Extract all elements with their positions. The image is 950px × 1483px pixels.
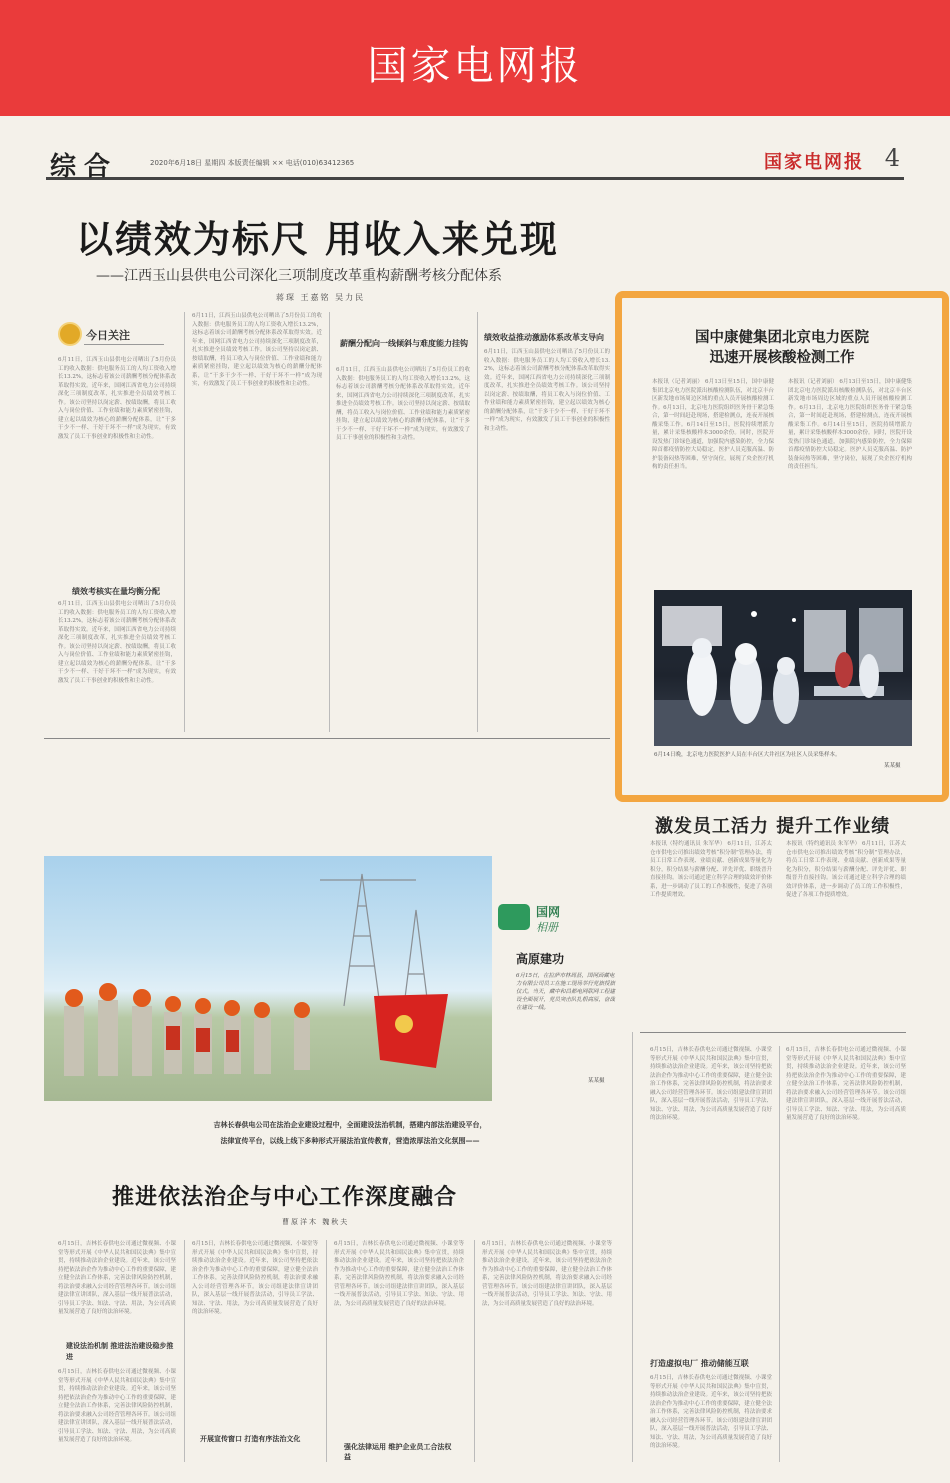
lead-column-2: 6月11日，江西玉山县供电公司晒出了5月份员工的收入数据：供电服务员工的人均工资收入增长13.2%，这标志着该公司薪酬考核分配体系改革取得实效。近年来，国网江西省电力公司持续深化三项制度改革，扎实推进全员绩效考核工作。该公司坚持以岗定薪、按绩取酬，将员工收入与岗位价值、工作业绩和能力素质紧密挂钩，建立起以绩效为核心的薪酬分配体系，让“干多干少不一样、干好干坏不一样”成为现实，有效激发了员工干事创业的积极性和主动性。 <box>192 313 322 387</box>
lower-right-column-2: 6月15日，吉林长春供电公司通过微视频、小课堂等形式开展《中华人民共和国民法典》集中宣贯，持续推动法治企业建设。近年来，该公司坚持把依法治企作为推动中心工作的重要保障，建立健全法治工作体系，完善法律风险防控机制，将法治要求融入公司经营管理各环节。该公司组建法律宣讲团队，深入基层一线开展普法活动，引导员工学法、知法、守法、用法，为公司高质量发展营造了良好的法治环境。 <box>786 1047 906 1121</box>
highlight-photo-credit: 某某摄 <box>884 763 901 769</box>
camera-icon <box>498 904 530 930</box>
highlight-column-2: 本报讯（记者刘丽） 6月13日至15日，国中康健集团北京电力医院派出核酸检测队伍，对北京丰台区新发地市场周边区域的重点人员开展核酸检测工作。6月13日，北京电力医院组织医务骨干紧急集合，第一时间赶赴现场，搭建检测点，连夜开展核酸采集工作。6月14日至15日，医院持续增派力量，累计采集核酸样本3000余份。同时，医院开设发热门诊绿色通道，加强院内感染防控，全力保障首都疫情防控大局稳定。医护人员克服高温、防护装备闷热等困难，坚守岗位，展现了央企医疗机构的责任担当。 <box>788 379 912 470</box>
section-divider <box>44 738 610 739</box>
second-column-1b: 6月15日，吉林长春供电公司通过微视频、小课堂等形式开展《中华人民共和国民法典》集中宣贯，持续推动法治企业建设。近年来，该公司坚持把依法治企作为推动中心工作的重要保障，建立健全法治工作体系，完善法律风险防控机制，将法治要求融入公司经营管理各环节。该公司组建法律宣讲团队，深入基层一线开展普法活动，引导员工学法、知法、守法、用法，为公司高质量发展营造了良好的法治环境。 <box>58 1369 176 1443</box>
second-column-1: 6月15日，吉林长春供电公司通过微视频、小课堂等形式开展《中华人民共和国民法典》集中宣贯，持续推动法治企业建设。近年来，该公司坚持把依法治企作为推动中心工作的重要保障，建立健全法治工作体系，完善法律风险防控机制，将法治要求融入公司经营管理各环节。该公司组建法律宣讲团队，深入基层一线开展普法活动，引导员工学法、知法、守法、用法，为公司高质量发展营造了良好的法治环境。 <box>58 1241 176 1315</box>
second-subhead-1: 建设法治机制 推进法治建设稳步推进 <box>66 1341 174 1361</box>
testing-site-photo <box>654 590 912 746</box>
mid-column-1: 本报讯（特约通讯员 朱军华） 6月11日，江苏太仓市供电公司推出绩效考核“积分制”管理办法，将员工日常工作表现、业绩贡献、创新成果等量化为积分，积分结果与薪酬分配、评先评优、职级晋升直接挂钩。该公司通过建立科学合理的绩效评价体系，进一步调动了员工的工作积极性，促进了各项工作提质增效。 <box>650 841 772 898</box>
second-lead-line2: 法律宣传平台，以线上线下多种形式开展法治宣传教育，营造浓厚法治文化氛围—— <box>220 1136 480 1145</box>
album-title: 高原建功 <box>516 952 565 966</box>
section-divider <box>640 1032 906 1033</box>
app-title: 国家电网报 <box>367 43 583 89</box>
app-header <box>0 0 950 116</box>
testing-site-illustration <box>654 590 912 746</box>
second-subhead-2: 开展宣传窗口 打造有序法治文化 <box>200 1434 301 1443</box>
column-divider <box>632 1032 633 1462</box>
lead-column-1: 6月11日，江西玉山县供电公司晒出了5月份员工的收入数据：供电服务员工的人均工资收入增长13.2%，这标志着该公司薪酬考核分配体系改革取得实效。近年来，国网江西省电力公司持续深化三项制度改革，扎实推进全员绩效考核工作。该公司坚持以岗定薪、按绩取酬，将员工收入与岗位价值、工作业绩和能力素质紧密挂钩，建立起以绩效为核心的薪酬分配体系，让“干多干少不一样、干好干坏不一样”成为现实，有效激发了员工干事创业的积极性和主动性。 <box>58 357 176 440</box>
highlight-column-1: 本报讯（记者刘丽） 6月13日至15日，国中康健集团北京电力医院派出核酸检测队伍，对北京丰台区新发地市场周边区域的重点人员开展核酸检测工作。6月13日，北京电力医院组织医务骨干紧急集合，第一时间赶赴现场，搭建检测点，连夜开展核酸采集工作。6月14日至15日，医院持续增派力量，累计采集核酸样本3000余份。同时，医院开设发热门诊绿色通道，加强院内感染防控，全力保障首都疫情防控大局稳定。医护人员克服高温、防护装备闷热等困难，坚守岗位，展现了央企医疗机构的责任担当。 <box>652 379 774 470</box>
today-focus-icon <box>58 322 82 346</box>
lead-column-4: 6月11日，江西玉山县供电公司晒出了5月份员工的收入数据：供电服务员工的人均工资收入增长13.2%，这标志着该公司薪酬考核分配体系改革取得实效。近年来，国网江西省电力公司持续深化三项制度改革，扎实推进全员绩效考核工作。该公司坚持以岗定薪、按绩取酬，将员工收入与岗位价值、工作业绩和能力素质紧密挂钩，建立起以绩效为核心的薪酬分配体系，让“干多干少不一样、干好干坏不一样”成为现实，有效激发了员工干事创业的积极性和主动性。 <box>484 349 610 432</box>
lead-subhead-3: 绩效收益推动激励体系改革支导向 <box>484 332 604 342</box>
album-label-top: 国网 <box>536 905 561 919</box>
lead-byline: 蒋琛 王嘉铭 吴力民 <box>276 293 366 302</box>
column-divider <box>329 312 330 732</box>
page-header <box>46 146 904 180</box>
party-flag-photo[interactable] <box>44 856 492 1101</box>
lower-right-column-1b: 6月15日，吉林长春供电公司通过微视频、小课堂等形式开展《中华人民共和国民法典》集中宣贯，持续推动法治企业建设。近年来，该公司坚持把依法治企作为推动中心工作的重要保障，建立健全法治工作体系，完善法律风险防控机制，将法治要求融入公司经营管理各环节。该公司组建法律宣讲团队，深入基层一线开展普法活动，引导员工学法、知法、守法、用法，为公司高质量发展营造了良好的法治环境。 <box>650 1375 772 1449</box>
masthead-logo: 国家电网报 <box>764 152 864 173</box>
second-subhead-4: 强化法律运用 维护企业员工合法权益 <box>344 1442 452 1461</box>
newspaper-page[interactable] <box>0 116 950 1483</box>
lead-headline[interactable]: 以绩效为标尺 用收入来兑现 <box>76 218 559 261</box>
second-column-3: 6月15日，吉林长春供电公司通过微视频、小课堂等形式开展《中华人民共和国民法典》集中宣贯，持续推动法治企业建设。近年来，该公司坚持把依法治企作为推动中心工作的重要保障，建立健全法治工作体系，完善法律风险防控机制，将法治要求融入公司经营管理各环节。该公司组建法律宣讲团队，深入基层一线开展普法活动，引导员工学法、知法、守法、用法，为公司高质量发展营造了良好的法治环境。 <box>334 1241 464 1307</box>
section-name: 综合 <box>50 152 119 182</box>
lead-subhead-1: 绩效考核实在量均衡分配 <box>72 586 160 596</box>
lead-column-1b: 6月11日，江西玉山县供电公司晒出了5月份员工的收入数据：供电服务员工的人均工资收入增长13.2%，这标志着该公司薪酬考核分配体系改革取得实效。近年来，国网江西省电力公司持续深化三项制度改革，扎实推进全员绩效考核工作。该公司坚持以岗定薪、按绩取酬，将员工收入与岗位价值、工作业绩和能力素质紧密挂钩，建立起以绩效为核心的薪酬分配体系，让“干多干少不一样、干好干坏不一样”成为现实，有效激发了员工干事创业的积极性和主动性。 <box>58 601 176 684</box>
album-photo-credit: 某某摄 <box>588 1078 605 1084</box>
lower-right-subhead: 打造虚拟电厂 推动储能互联 <box>650 1358 749 1368</box>
mid-column-2: 本报讯（特约通讯员 朱军华） 6月11日，江苏太仓市供电公司推出绩效考核“积分制”管理办法，将员工日常工作表现、业绩贡献、创新成果等量化为积分，积分结果与薪酬分配、评先评优、职级晋升直接挂钩。该公司通过建立科学合理的绩效评价体系，进一步调动了员工的工作积极性，促进了各项工作提质增效。 <box>786 841 906 898</box>
column-divider <box>477 312 478 732</box>
lead-subhead: ——江西玉山县供电公司深化三项制度改革重构薪酬考核分配体系 <box>96 268 502 284</box>
today-focus-label: 今日关注 <box>86 329 130 342</box>
album-caption: 6月15日，在拉萨市林周县，国网西藏电力有限公司员工在施工现场举行党旗授旗仪式。当天，藏中和昌都电网联网工程建设全面展开，党员突击队扎根高原，奋战在建设一线。 <box>516 973 616 1011</box>
second-lead-line1: 吉林长春供电公司在法治企业建设过程中，全面建设法治机制，搭建内部法治建设平台， <box>213 1120 487 1129</box>
column-divider <box>184 1240 185 1462</box>
highlighted-article[interactable] <box>615 291 949 802</box>
second-headline[interactable]: 推进依法治企与中心工作深度融合 <box>112 1184 458 1210</box>
lower-right-column-1: 6月15日，吉林长春供电公司通过微视频、小课堂等形式开展《中华人民共和国民法典》集中宣贯，持续推动法治企业建设。近年来，该公司坚持把依法治企作为推动中心工作的重要保障，建立健全法治工作体系，完善法律风险防控机制，将法治要求融入公司经营管理各环节。该公司组建法律宣讲团队，深入基层一线开展普法活动，引导员工学法、知法、守法、用法，为公司高质量发展营造了良好的法治环境。 <box>650 1047 772 1121</box>
column-divider <box>326 1240 327 1462</box>
mid-headline[interactable]: 激发员工活力 提升工作业绩 <box>655 816 891 837</box>
second-byline: 曹原洋木 魏秋夫 <box>282 1218 350 1226</box>
worksite-illustration <box>44 856 492 1101</box>
second-column-2: 6月15日，吉林长春供电公司通过微视频、小课堂等形式开展《中华人民共和国民法典》集中宣贯，持续推动法治企业建设。近年来，该公司坚持把依法治企作为推动中心工作的重要保障，建立健全法治工作体系，完善法律风险防控机制，将法治要求融入公司经营管理各环节。该公司组建法律宣讲团队，深入基层一线开展普法活动，引导员工学法、知法、守法、用法，为公司高质量发展营造了良好的法治环境。 <box>192 1241 318 1315</box>
tag-underline <box>84 344 164 345</box>
highlight-title-line2: 迅速开展核酸检测工作 <box>709 349 855 366</box>
column-divider <box>779 1046 780 1462</box>
column-divider <box>474 1240 475 1462</box>
highlight-photo-caption: 6月14日晚，北京电力医院医护人员在丰台区大井社区为社区人员采集样本。 <box>654 752 841 758</box>
issue-line: 2020年6月18日 星期四 本版责任编辑 ×× 电话(010)63412365 <box>150 159 355 167</box>
column-divider <box>184 312 185 732</box>
lead-column-3: 6月11日，江西玉山县供电公司晒出了5月份员工的收入数据：供电服务员工的人均工资收入增长13.2%，这标志着该公司薪酬考核分配体系改革取得实效。近年来，国网江西省电力公司持续深化三项制度改革，扎实推进全员绩效考核工作。该公司坚持以岗定薪、按绩取酬，将员工收入与岗位价值、工作业绩和能力素质紧密挂钩，建立起以绩效为核心的薪酬分配体系，让“干多干少不一样、干好干坏不一样”成为现实，有效激发了员工干事创业的积极性和主动性。 <box>336 367 470 441</box>
second-column-4: 6月15日，吉林长春供电公司通过微视频、小课堂等形式开展《中华人民共和国民法典》集中宣贯，持续推动法治企业建设。近年来，该公司坚持把依法治企作为推动中心工作的重要保障，建立健全法治工作体系，完善法律风险防控机制，将法治要求融入公司经营管理各环节。该公司组建法律宣讲团队，深入基层一线开展普法活动，引导员工学法、知法、守法、用法，为公司高质量发展营造了良好的法治环境。 <box>482 1241 612 1307</box>
lead-subhead-2: 薪酬分配向一线倾斜与难度能力挂钩 <box>340 338 468 348</box>
highlight-title-line1: 国中康健集团北京电力医院 <box>695 329 869 346</box>
album-label-bottom: 相册 <box>536 921 558 934</box>
page-number: 4 <box>884 144 900 172</box>
